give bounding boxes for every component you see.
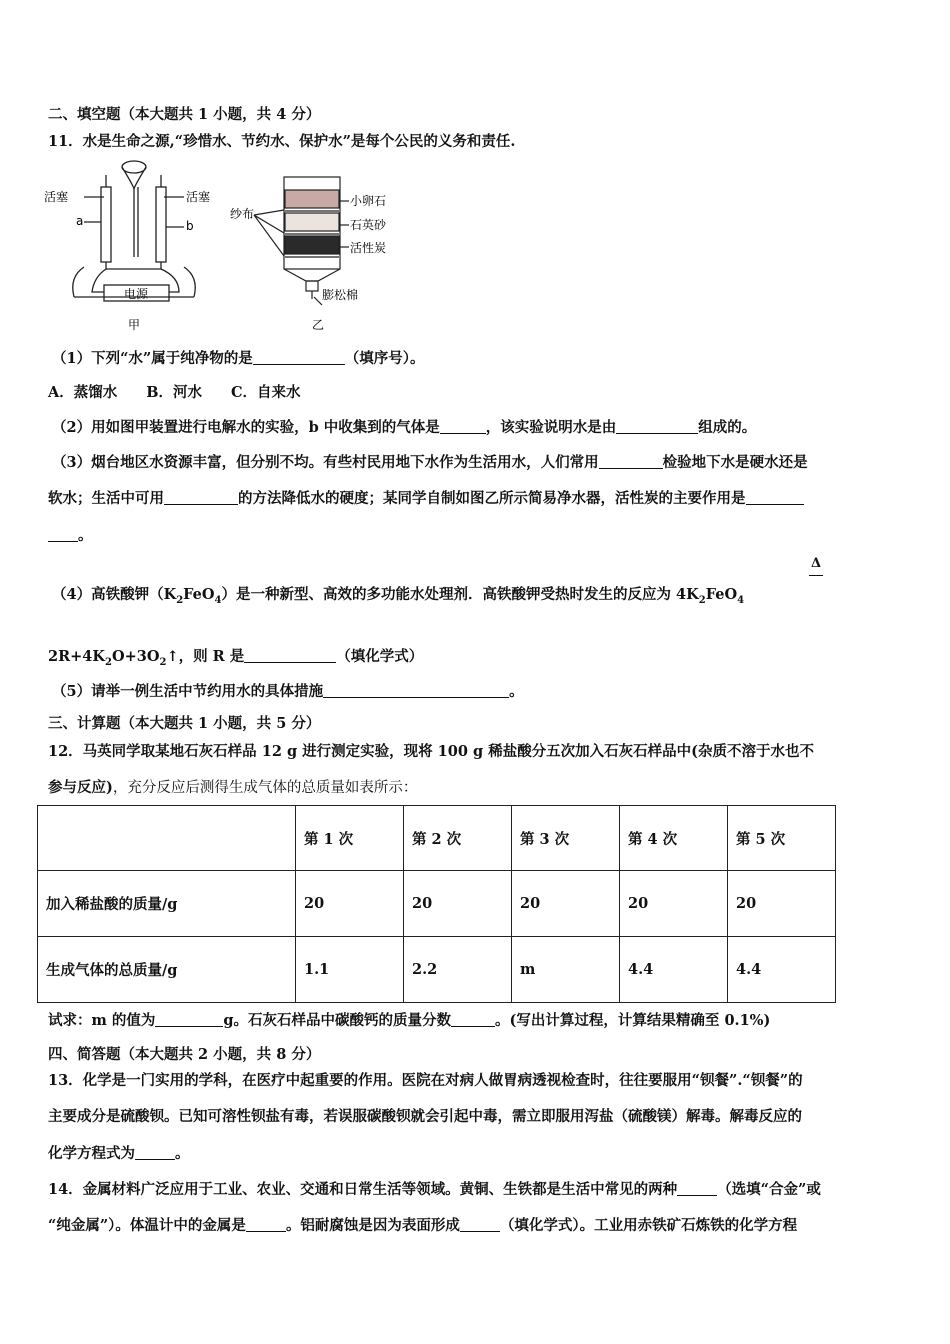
answer-blank[interactable] (253, 350, 345, 365)
section2-heading: 二、填空题（本大题共 1 小题，共 4 分） (48, 106, 321, 123)
q11-part2: （2）用如图甲装置进行电解水的实验，b 中收集到的气体是 ，该实验说明水是由 组成的。 (52, 419, 757, 436)
table-cell: 20 (296, 871, 404, 937)
q14-line2: “纯金属”）。体温计中的金属是 。铝耐腐蚀是因为表面形成 （填化学式）。工业用赤铁矿石炼铁的化学方程 (48, 1217, 798, 1234)
q11-options: A．蒸馏水 B．河水 C．自来水 (48, 384, 301, 401)
section4-heading: 四、简答题（本大题共 2 小题，共 8 分） (48, 1046, 321, 1063)
table-cell: 20 (512, 871, 620, 937)
answer-blank[interactable] (440, 419, 486, 434)
pebble-label: 小卵石 (350, 194, 387, 208)
answer-blank[interactable] (164, 490, 238, 505)
table-cell: 2.2 (404, 937, 512, 1003)
table-header-cell (38, 806, 296, 871)
answer-blank[interactable] (616, 419, 698, 434)
answer-blank[interactable] (135, 1145, 175, 1160)
table-cell: m (512, 937, 620, 1003)
table-header-cell: 第 1 次 (296, 806, 404, 871)
q12-ask: 试求：m 的值为 g。石灰石样品中碳酸钙的质量分数 。(写出计算过程，计算结果精确至 0.1%) (48, 1012, 771, 1029)
table-row (38, 871, 836, 937)
q11-part1: （1）下列“水”属于纯净物的是 （填序号）。 (52, 350, 425, 367)
table-cell: 20 (620, 871, 728, 937)
answer-blank[interactable] (155, 1012, 223, 1027)
gas-mass-table (37, 805, 836, 1003)
label-a: a (76, 214, 84, 228)
q13-line2: 主要成分是硫酸钡。已知可溶性钡盐有毒，若误服碳酸钡就会引起中毒，需立即服用泻盐（硫酸镁）解毒。解毒反应的 (48, 1108, 802, 1125)
answer-blank[interactable] (746, 490, 804, 505)
q12-line2: 参与反应)，充分反应后测得生成气体的总质量如表所示： (48, 779, 418, 796)
valve-right-label: 活塞 (186, 190, 211, 204)
q12-line1: 12．马英同学取某地石灰石样品 12 g 进行测定实验，现将 100 g 稀盐酸分五次加入石灰石样品中(杂质不溶于水也不 (48, 743, 815, 760)
table-cell: 20 (728, 871, 836, 937)
table-cell: 生成气体的总质量/g (38, 937, 296, 1003)
answer-blank[interactable] (323, 683, 509, 698)
water-purifier (254, 177, 349, 305)
answer-blank[interactable] (599, 454, 663, 469)
answer-blank[interactable] (246, 1217, 286, 1232)
section3-heading: 三、计算题（本大题共 1 小题，共 5 分） (48, 715, 321, 732)
q11-part3-line3: 。 (48, 524, 93, 545)
q13-line1: 13．化学是一门实用的学科，在医疗中起重要的作用。医院在对病人做胃病透视检查时，往往要服用“钡餐”.“钡餐”的 (48, 1072, 803, 1089)
q11-part4-line2: $2R+4K_2O+3O_2↑$，则 R 是 （填化学式） (48, 648, 424, 668)
table-cell: 4.4 (728, 937, 836, 1003)
label-b: b (186, 219, 194, 233)
sand-label: 石英砂 (350, 218, 387, 232)
q11-part5: （5）请举一例生活中节约用水的具体措施 。 (52, 683, 524, 700)
q11-part4-line1: （4）高铁酸钾$(K_2FeO_4)$是一种新型、高效的多功能水处理剂．高铁酸钾受热时发生的反应为 $4K_2FeO_4$ (52, 586, 745, 606)
q11-figure (44, 157, 404, 337)
caption-jia: 甲 (128, 318, 141, 332)
q11-stem: 11．水是生命之源,“珍惜水、节约水、保护水”是每个公民的义务和责任. (48, 133, 516, 150)
table-cell: 20 (404, 871, 512, 937)
electrolysis-apparatus (73, 161, 196, 301)
table-cell: 1.1 (296, 937, 404, 1003)
answer-blank[interactable] (48, 527, 78, 542)
carbon-label: 活性炭 (350, 241, 387, 255)
delta-arrow-line (809, 575, 823, 576)
delta-symbol: Δ (811, 556, 822, 571)
caption-yi: 乙 (312, 318, 325, 332)
table-header-cell: 第 5 次 (728, 806, 836, 871)
answer-blank[interactable] (244, 648, 336, 663)
table-header-cell: 第 3 次 (512, 806, 620, 871)
answer-blank[interactable] (460, 1217, 500, 1232)
q11-part3-line2: 软水；生活中可用 的方法降低水的硬度；某同学自制如图乙所示简易净水器，活性炭的主要作用是 (48, 487, 804, 508)
table-header-row (38, 806, 836, 871)
power-label: 电源 (124, 287, 149, 301)
table-row (38, 937, 836, 1003)
q13-line3: 化学方程式为 。 (48, 1145, 190, 1162)
table-cell: 4.4 (620, 937, 728, 1003)
answer-blank[interactable] (677, 1181, 717, 1196)
gauze-label: 纱布 (230, 207, 255, 221)
table-cell: 加入稀盐酸的质量/g (38, 871, 296, 937)
cotton-label: 膨松棉 (322, 288, 359, 302)
table-header-cell: 第 4 次 (620, 806, 728, 871)
valve-left-label: 活塞 (44, 190, 69, 204)
q11-part3-line1: （3）烟台地区水资源丰富，但分别不均。有些村民用地下水作为生活用水，人们常用 检验地下水是硬水还是 (52, 454, 808, 471)
table-header-cell: 第 2 次 (404, 806, 512, 871)
answer-blank[interactable] (451, 1012, 495, 1027)
q14-line1: 14．金属材料广泛应用于工业、农业、交通和日常生活等领域。黄铜、生铁都是生活中常见的两种 （选填“合金”或 (48, 1181, 821, 1198)
